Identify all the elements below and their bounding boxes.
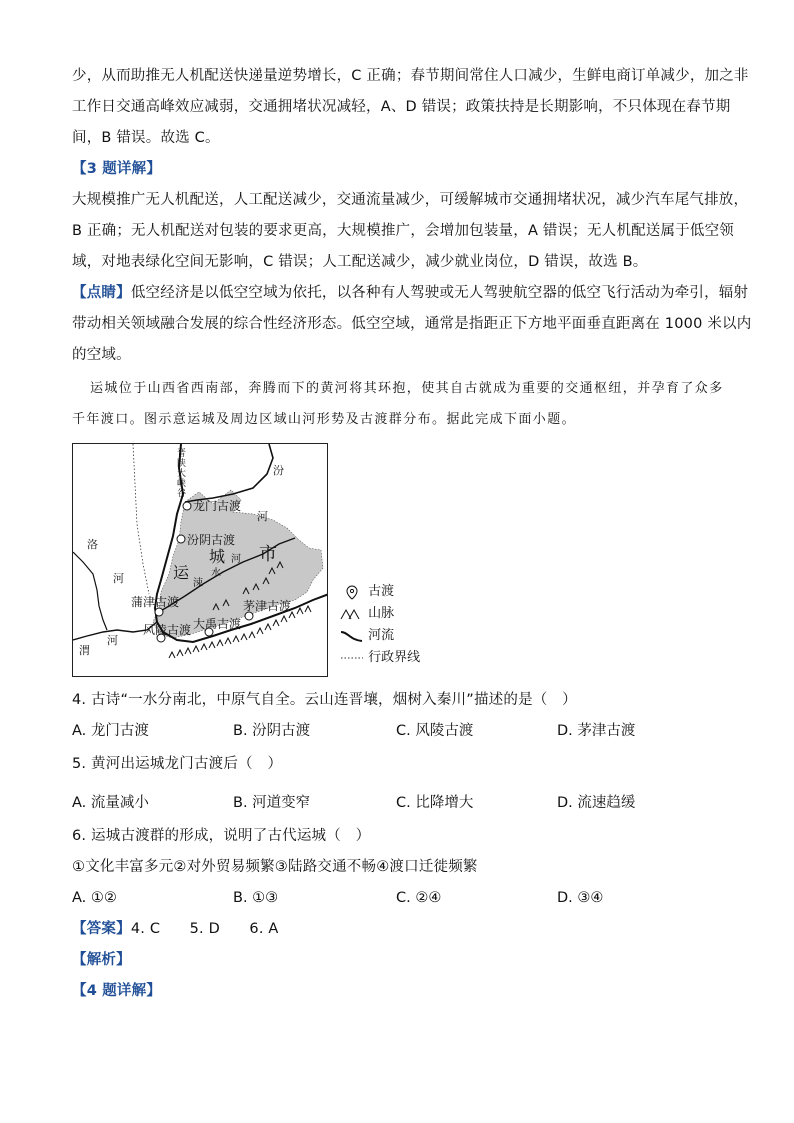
legend-ferry-label: 古渡 bbox=[368, 584, 395, 599]
answer-text: 4. C 5. D 6. A bbox=[130, 921, 279, 937]
answer-line bbox=[72, 919, 279, 939]
ferry-longmen-marker bbox=[183, 502, 191, 510]
legend-boundary bbox=[340, 646, 420, 666]
legend-river bbox=[340, 624, 394, 644]
label-gorge-5: 谷 bbox=[177, 489, 187, 499]
q4-option-a[interactable]: A. 龙门古渡 bbox=[72, 723, 149, 739]
q4-option-d[interactable]: D. 茅津古渡 bbox=[557, 723, 636, 739]
label-luo-he: 河 bbox=[113, 572, 124, 585]
q4-option-c[interactable]: C. 风陵古渡 bbox=[396, 723, 474, 739]
label-wei-he: 河 bbox=[107, 634, 118, 647]
label-yun: 运 bbox=[173, 563, 190, 582]
yuncheng-map bbox=[72, 443, 328, 677]
dianjing-line2: 带动相关领域融合发展的综合性经济形态。低空空域，通常是指距正下方地平面垂直距离在 1000 米以内 bbox=[72, 316, 752, 332]
ferry-fenyin-marker bbox=[177, 535, 185, 543]
label-shui: 水 bbox=[211, 568, 221, 579]
label-gorge-3: 大 bbox=[177, 469, 187, 479]
label-gorge-2: 陕 bbox=[177, 459, 187, 469]
ferry-pin-icon bbox=[340, 584, 364, 600]
q3-detail-heading: 【3 题详解】 bbox=[72, 161, 162, 177]
legend-mountain bbox=[340, 602, 394, 622]
legend-ferry bbox=[340, 580, 394, 600]
dianjing-tag: 【点睛】 bbox=[72, 285, 131, 301]
mountain-icon bbox=[340, 606, 364, 622]
q4-stem: 4. 古诗“一水分南北，中原气自全。云山连晋壤，烟树入秦川”描述的是（ ） bbox=[72, 692, 577, 708]
label-fenyin: 汾阴古渡 bbox=[187, 533, 236, 547]
q5-option-c[interactable]: C. 比降增大 bbox=[396, 795, 474, 811]
label-pujin: 蒲津古渡 bbox=[131, 595, 180, 609]
luo-river bbox=[73, 552, 107, 630]
label-cheng: 城 bbox=[209, 547, 226, 566]
label-gorge-1: 晋 bbox=[177, 449, 187, 459]
q5-stem: 5. 黄河出运城龙门古渡后（ ） bbox=[72, 756, 283, 772]
map-svg bbox=[73, 444, 328, 677]
q4-option-b[interactable]: B. 汾阴古渡 bbox=[233, 723, 311, 739]
dianjing-text1: 低空经济是以低空空域为依托，以各种有人驾驶或无人驾驶航空器的低空飞行活动为牵引，辐射 bbox=[130, 285, 749, 301]
q6-option-b[interactable]: B. ①③ bbox=[233, 890, 279, 906]
legend-river-label: 河流 bbox=[368, 628, 395, 643]
answer-tag: 【答案】 bbox=[72, 921, 131, 937]
para1-line2: 工作日交通高峰效应减弱，交通拥堵状况减轻，A、D 错误；政策扶持是长期影响，不只体现在春节期 bbox=[72, 99, 731, 115]
intro-line1: 运城位于山西省西南部，奔腾而下的黄河将其环抱，使其自古就成为重要的交通枢纽，并孕育了众多 bbox=[90, 381, 724, 396]
boundary-line bbox=[133, 444, 149, 594]
q6-option-a[interactable]: A. ①② bbox=[72, 890, 117, 906]
para1-line3: 间，B 错误。故选 C。 bbox=[72, 130, 220, 146]
para2-line3: 域，对地表绿化空间无影响，C 错误；人工配送减少，减少就业岗位，D 错误，故选 B。 bbox=[72, 254, 648, 270]
label-su-he: 河 bbox=[231, 554, 241, 565]
label-luo: 洛 bbox=[87, 538, 98, 551]
label-maojin: 茅津古渡 bbox=[243, 599, 292, 613]
label-gorge-4: 峡 bbox=[177, 479, 187, 489]
q5-option-a[interactable]: A. 流量减小 bbox=[72, 795, 149, 811]
river-icon bbox=[340, 628, 364, 644]
q6-option-d[interactable]: D. ③④ bbox=[557, 890, 604, 906]
q6-option-c[interactable]: C. ②④ bbox=[396, 890, 442, 906]
legend-mountain-label: 山脉 bbox=[368, 606, 395, 621]
q6-items: ①文化丰富多元②对外贸易频繁③陆路交通不畅④渡口迁徙频繁 bbox=[72, 859, 478, 875]
label-fen: 汾 bbox=[273, 464, 284, 477]
dianjing-line3: 的空域。 bbox=[72, 347, 131, 363]
intro-line2: 千年渡口。图示意运城及周边区域山河形势及古渡群分布。据此完成下面小题。 bbox=[72, 412, 577, 427]
ferry-pujin-marker bbox=[155, 608, 163, 616]
dianjing-line1 bbox=[72, 283, 748, 303]
label-su: 涑 bbox=[193, 578, 203, 589]
q5-option-d[interactable]: D. 流速趋缓 bbox=[557, 795, 636, 811]
label-wei: 渭 bbox=[79, 644, 90, 657]
ferry-maojin-marker bbox=[245, 612, 253, 620]
para2-line1: 大规模推广无人机配送，人工配送减少，交通流量减少，可缓解城市交通拥堵状况，减少汽车尾气排放， bbox=[72, 192, 749, 208]
q5-option-b[interactable]: B. 河道变窄 bbox=[233, 795, 311, 811]
para2-line2: B 正确；无人机配送对包装的要求更高，大规模推广，会增加包装量，A 错误；无人机配送属于低空领 bbox=[72, 223, 734, 239]
boundary-line-icon bbox=[340, 650, 364, 666]
label-longmen: 龙门古渡 bbox=[193, 499, 242, 513]
q4-detail-heading: 【4 题详解】 bbox=[72, 983, 162, 999]
analysis-heading: 【解析】 bbox=[72, 952, 131, 968]
label-fengling: 风陵古渡 bbox=[143, 623, 192, 637]
label-fen-he: 河 bbox=[257, 510, 268, 523]
label-shi: 市 bbox=[259, 544, 277, 565]
label-dayu: 大禹古渡 bbox=[193, 617, 242, 631]
para1-line1: 少，从而助推无人机配送快递量逆势增长，C 正确；春节期间常住人口减少，生鲜电商订单减少，加之非 bbox=[72, 68, 749, 84]
legend-boundary-label: 行政界线 bbox=[368, 650, 421, 665]
q6-stem: 6. 运城古渡群的形成，说明了古代运城（ ） bbox=[72, 828, 371, 844]
